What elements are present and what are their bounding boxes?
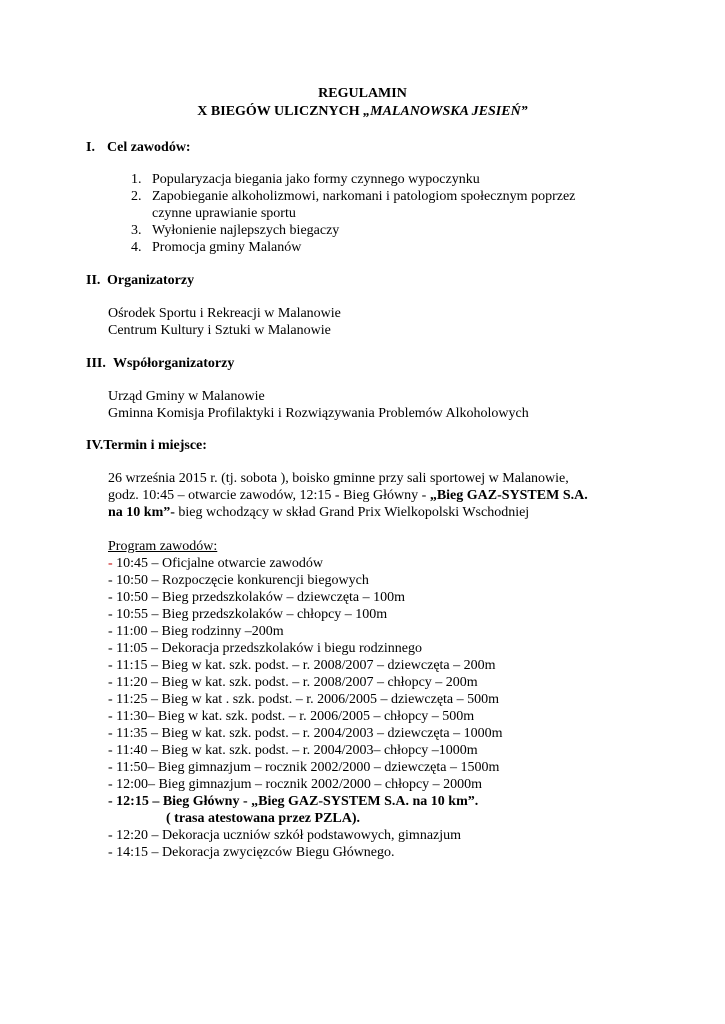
program-item: - 10:55 – Bieg przedszkolaków – chłopcy – 100m — [108, 607, 388, 622]
list-item-number: 1. — [131, 172, 142, 187]
list-item-number: 3. — [131, 223, 142, 238]
section-2-numeral: II. — [86, 273, 101, 288]
list-item: Popularyzacja biegania jako formy czynnego wypoczynku — [152, 172, 480, 187]
program-item: - 11:40 – Bieg w kat. szk. podst. – r. 2004/2003– chłopcy –1000m — [108, 743, 478, 758]
program-item: - 12:00– Bieg gimnazjum – rocznik 2002/2000 – chłopcy – 2000m — [108, 777, 483, 792]
program-item: - 11:20 – Bieg w kat. szk. podst. – r. 2008/2007 – chłopcy – 200m — [108, 675, 478, 690]
event-race-line: na 10 km”- bieg wchodzący w skład Grand Prix Wielkopolski Wschodniej — [108, 505, 530, 520]
event-time-line: godz. 10:45 – otwarcie zawodów, 12:15 - Bieg Główny - „Bieg GAZ-SYSTEM S.A. — [108, 488, 588, 503]
list-item: Wyłonienie najlepszych biegaczy — [152, 223, 340, 238]
list-item: Promocja gminy Malanów — [152, 240, 302, 255]
program-item: - 11:50– Bieg gimnazjum – rocznik 2002/2000 – dziewczęta – 1500m — [108, 760, 500, 775]
section-4-heading: IV.Termin i miejsce: — [86, 438, 207, 453]
co-organizer-line: Urząd Gminy w Malanowie — [108, 389, 265, 404]
program-item: - 11:00 – Bieg rodzinny –200m — [108, 624, 284, 639]
list-item-number: 4. — [131, 240, 142, 255]
program-item: - 10:50 – Rozpoczęcie konkurencji biegowych — [108, 573, 369, 588]
program-item: - 11:15 – Bieg w kat. szk. podst. – r. 2008/2007 – dziewczęta – 200m — [108, 658, 496, 673]
section-3-heading: Współorganizatorzy — [113, 356, 235, 371]
program-item-main-race: - 12:15 – Bieg Główny - „Bieg GAZ-SYSTEM S.A. na 10 km”. — [108, 794, 479, 809]
section-1-numeral: I. — [86, 140, 95, 155]
section-1-heading: Cel zawodów: — [107, 140, 191, 155]
list-item-continuation: czynne uprawianie sportu — [152, 206, 296, 221]
organizer-line: Ośrodek Sportu i Rekreacji w Malanowie — [108, 306, 341, 321]
section-2-heading: Organizatorzy — [107, 273, 195, 288]
program-item: - 10:50 – Bieg przedszkolaków – dziewczęta – 100m — [108, 590, 406, 605]
program-item: - 11:25 – Bieg w kat . szk. podst. – r. 2006/2005 – dziewczęta – 500m — [108, 692, 500, 707]
program-item: - 10:45 – Oficjalne otwarcie zawodów — [108, 556, 323, 571]
program-item: - 11:35 – Bieg w kat. szk. podst. – r. 2004/2003 – dziewczęta – 1000m — [108, 726, 503, 741]
program-item: - 14:15 – Dekoracja zwycięzców Biegu Głównego. — [108, 845, 395, 860]
doc-subtitle: X BIEGÓW ULICZNYCH „MALANOWSKA JESIEŃ” — [197, 104, 528, 119]
list-item-number: 2. — [131, 189, 142, 204]
section-3-numeral: III. — [86, 356, 106, 371]
program-item: - 11:05 – Dekoracja przedszkolaków i biegu rodzinnego — [108, 641, 422, 656]
program-title: Program zawodów: — [108, 539, 218, 554]
program-item-note: ( trasa atestowana przez PZLA). — [166, 811, 361, 826]
co-organizer-line: Gminna Komisja Profilaktyki i Rozwiązywania Problemów Alkoholowych — [108, 406, 529, 421]
program-item: - 12:20 – Dekoracja uczniów szkół podstawowych, gimnazjum — [108, 828, 462, 843]
organizer-line: Centrum Kultury i Sztuki w Malanowie — [108, 323, 331, 338]
doc-title: REGULAMIN — [318, 86, 407, 101]
event-date-line: 26 września 2015 r. (tj. sobota ), boisko gminne przy sali sportowej w Malanowie, — [108, 471, 569, 486]
program-item: - 11:30– Bieg w kat. szk. podst. – r. 2006/2005 – chłopcy – 500m — [108, 709, 475, 724]
list-item: Zapobieganie alkoholizmowi, narkomani i patologiom społecznym poprzez — [152, 189, 576, 204]
program-dash: - — [108, 556, 117, 571]
